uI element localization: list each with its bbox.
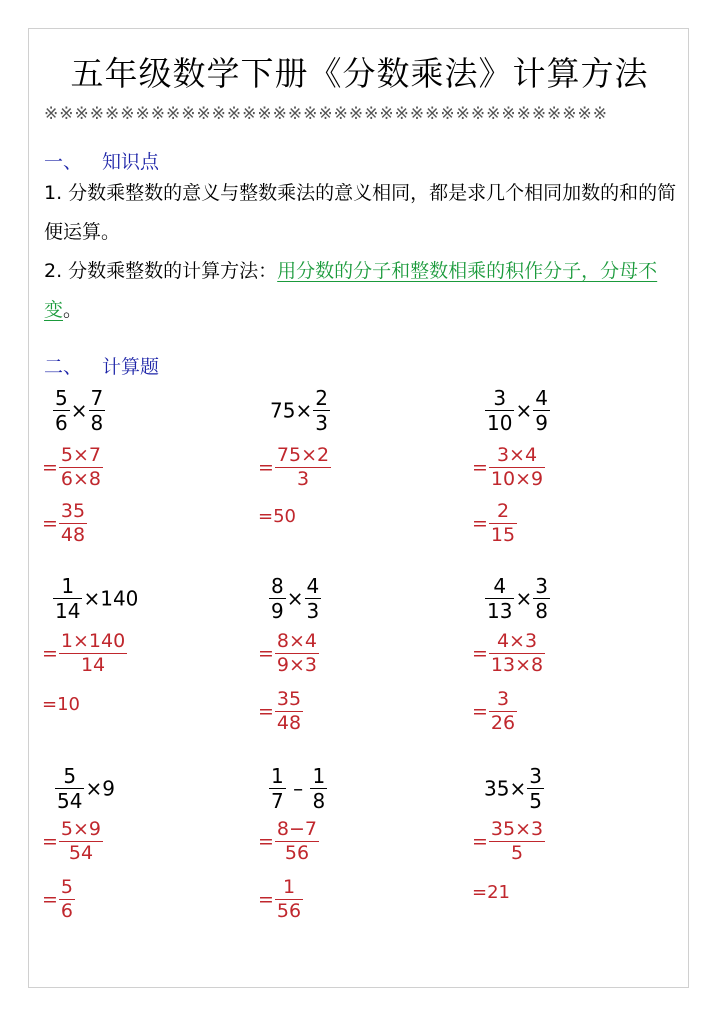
solution-step-1: [472, 444, 546, 491]
method-prefix: 2. 分数乘整数的计算方法：: [44, 260, 278, 282]
numerator: 5×7: [60, 444, 102, 466]
equals-sign: =: [472, 642, 488, 665]
fraction: [59, 818, 103, 865]
numerator: 8−7: [276, 818, 318, 840]
numerator: 35×3: [490, 818, 544, 840]
numerator: 35: [276, 688, 302, 710]
solution-step-1: [258, 818, 320, 865]
section-number: 一、: [44, 151, 83, 173]
equals-sign: =: [472, 456, 488, 479]
numerator: 1: [312, 764, 326, 788]
equals-sign: =: [472, 512, 488, 535]
denominator: 6×8: [60, 467, 102, 490]
denominator: 56: [276, 899, 302, 922]
numerator: 35: [60, 500, 86, 522]
fraction: [59, 444, 103, 491]
fraction: [313, 386, 330, 435]
operator: ×: [83, 586, 101, 611]
method-suffix: 。: [63, 299, 83, 321]
denominator: 13×8: [490, 653, 544, 676]
operator: ×: [509, 776, 527, 801]
method-highlight: 用分数的分子和整数相乘的积作分子，分母不变: [44, 260, 658, 321]
fraction: [485, 386, 514, 435]
equals-sign: =: [258, 456, 274, 479]
denominator: 54: [57, 789, 83, 813]
numerator: 7: [90, 386, 104, 410]
numerator: 5: [63, 764, 77, 788]
denominator: 8: [312, 789, 326, 813]
denominator: 26: [490, 711, 516, 734]
solution-step-1: [472, 630, 546, 677]
fraction: [59, 500, 87, 547]
solution-step-2: [472, 500, 518, 547]
paragraph-meaning: 1. 分数乘整数的意义与整数乘法的意义相同，都是求几个相同加数的和的简便运算。: [44, 182, 677, 243]
denominator: 56: [284, 841, 310, 864]
fraction: [59, 876, 75, 923]
numerator: 2: [496, 500, 510, 522]
denominator: 9×3: [276, 653, 318, 676]
equals-sign: =: [42, 830, 58, 853]
equals-sign: =: [42, 456, 58, 479]
fraction: [489, 444, 545, 491]
fraction: [533, 386, 550, 435]
solution-step-1: [42, 630, 128, 677]
equals-sign: =: [42, 512, 58, 535]
numerator: 5: [55, 386, 68, 410]
section-label: 知识点: [102, 151, 160, 173]
denominator: 8: [535, 599, 548, 623]
numerator: 8×4: [276, 630, 318, 652]
equals-sign: =: [42, 642, 58, 665]
whole-number: 75: [270, 398, 296, 423]
denominator: 14: [80, 653, 106, 676]
denominator: 9: [535, 411, 548, 435]
denominator: 10: [487, 411, 513, 435]
fraction: [310, 764, 327, 813]
problem-expression: [54, 764, 115, 813]
section-heading-knowledge: [44, 147, 159, 174]
fraction: [275, 630, 319, 677]
denominator: 6: [60, 899, 74, 922]
solution-result: =50: [258, 506, 296, 527]
denominator: 3: [296, 467, 310, 490]
operator: ×: [70, 398, 88, 423]
denominator: 48: [60, 523, 86, 546]
whole-number: 140: [100, 586, 139, 611]
problem-expression: [52, 574, 138, 623]
problem-expression: [268, 764, 328, 813]
fraction: [527, 764, 544, 813]
fraction: [489, 688, 517, 735]
denominator: 5: [510, 841, 524, 864]
solution-step-2: [472, 688, 518, 735]
operator: ×: [286, 586, 304, 611]
section-number: 二、: [44, 356, 83, 378]
solution-step-1: [258, 444, 332, 491]
denominator: 14: [55, 599, 81, 623]
denominator: 48: [276, 711, 302, 734]
fraction: [275, 444, 331, 491]
problem-expression: [484, 574, 551, 623]
numerator: 1: [282, 876, 296, 898]
operator: ×: [295, 398, 313, 423]
solution-step-2: [42, 500, 88, 547]
problem-expression: [268, 574, 322, 623]
solution-step-1: [472, 818, 546, 865]
equals-sign: =: [258, 888, 274, 911]
denominator: 9: [271, 599, 284, 623]
fraction: [485, 574, 514, 623]
problem-expression: [484, 386, 551, 435]
denominator: 10×9: [490, 467, 544, 490]
operator: ×: [85, 776, 103, 801]
equals-sign: =: [472, 830, 488, 853]
equals-sign: =: [258, 642, 274, 665]
page-title: 五年级数学下册《分数乘法》计算方法: [70, 54, 649, 93]
numerator: 3: [496, 688, 510, 710]
solution-step-1: [258, 630, 320, 677]
equals-sign: =: [42, 888, 58, 911]
fraction: [269, 574, 286, 623]
solution-result: =10: [42, 694, 80, 715]
fraction: [533, 574, 550, 623]
operator: ×: [515, 398, 533, 423]
numerator: 3×4: [496, 444, 538, 466]
equals-sign: =: [258, 700, 274, 723]
operator: –: [286, 776, 310, 801]
fraction: [305, 574, 322, 623]
numerator: 1: [271, 764, 284, 788]
solution-step-1: [42, 818, 104, 865]
denominator: 5: [529, 789, 542, 813]
problem-expression: [484, 764, 545, 813]
solution-step-2: [42, 876, 76, 923]
numerator: 4: [493, 574, 507, 598]
denominator: 6: [55, 411, 68, 435]
solution-result: =21: [472, 882, 510, 903]
fraction: [275, 818, 319, 865]
decorative-separator: ※※※※※※※※※※※※※※※※※※※※※※※※※※※※※※※※※※※※※: [44, 104, 609, 124]
numerator: 5×9: [60, 818, 102, 840]
fraction: [53, 574, 82, 623]
fraction: [489, 818, 545, 865]
denominator: 8: [90, 411, 104, 435]
fraction: [55, 764, 84, 813]
solution-step-2: [258, 688, 304, 735]
numerator: 3: [493, 386, 507, 410]
whole-number: 35: [484, 776, 510, 801]
numerator: 3: [529, 764, 542, 788]
numerator: 5: [60, 876, 74, 898]
fraction: [269, 764, 286, 813]
numerator: 8: [271, 574, 284, 598]
numerator: 3: [535, 574, 548, 598]
paragraph-method: [44, 252, 679, 330]
denominator: 3: [306, 599, 320, 623]
whole-number: 9: [102, 776, 115, 801]
solution-step-1: [42, 444, 104, 491]
equals-sign: =: [258, 830, 274, 853]
numerator: 1×140: [60, 630, 126, 652]
denominator: 7: [271, 789, 284, 813]
numerator: 1: [61, 574, 75, 598]
numerator: 4: [306, 574, 320, 598]
numerator: 4: [535, 386, 548, 410]
fraction: [275, 876, 303, 923]
operator: ×: [515, 586, 533, 611]
fraction: [59, 630, 127, 677]
section-heading-exercises: [44, 352, 159, 379]
numerator: 2: [315, 386, 328, 410]
solution-step-2: [258, 876, 304, 923]
denominator: 15: [490, 523, 516, 546]
denominator: 13: [487, 599, 513, 623]
numerator: 75×2: [276, 444, 330, 466]
problem-expression: [270, 386, 331, 435]
numerator: 4×3: [496, 630, 538, 652]
equals-sign: =: [472, 700, 488, 723]
fraction: [489, 500, 517, 547]
denominator: 54: [68, 841, 94, 864]
fraction: [275, 688, 303, 735]
fraction: [489, 630, 545, 677]
fraction: [89, 386, 106, 435]
denominator: 3: [315, 411, 328, 435]
problem-expression: [52, 386, 106, 435]
section-label: 计算题: [102, 356, 160, 378]
fraction: [53, 386, 70, 435]
